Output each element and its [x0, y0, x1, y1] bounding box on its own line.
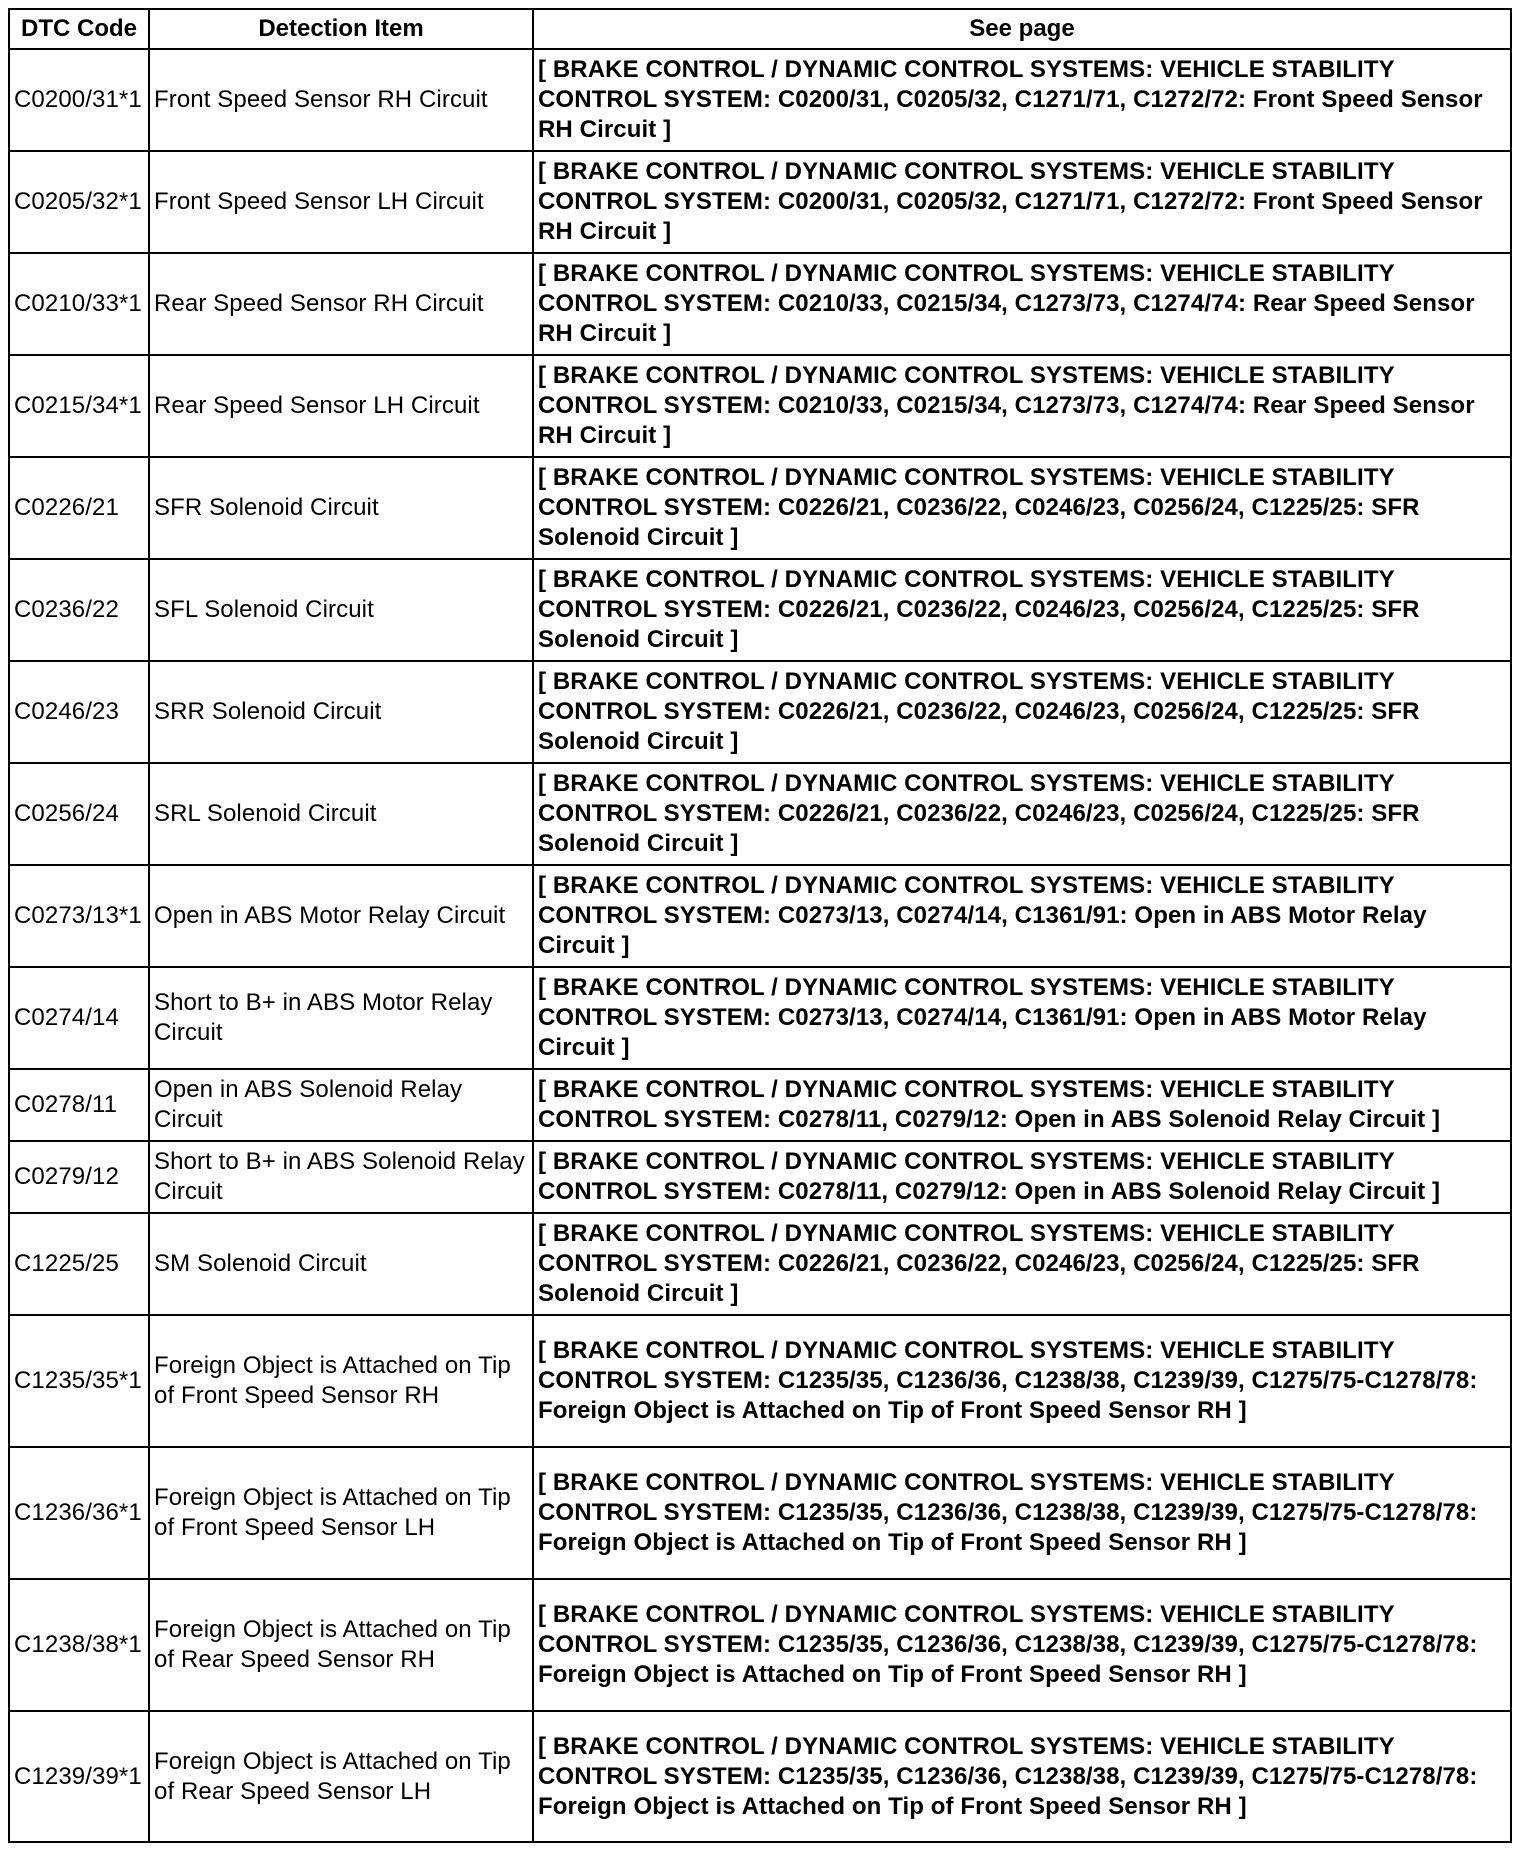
dtc-code-cell: C0273/13*1: [9, 865, 149, 967]
see-page-cell: [ BRAKE CONTROL / DYNAMIC CONTROL SYSTEMS: VEHICLE STABILITY CONTROL SYSTEM: C1235/35, C1236/36, C1238/38, C1239/39, C1275/75-C1278/78: Foreign Object is Attached on Tip of Front Speed Sensor RH ]: [533, 1315, 1511, 1447]
see-page-cell: [ BRAKE CONTROL / DYNAMIC CONTROL SYSTEMS: VEHICLE STABILITY CONTROL SYSTEM: C0273/13, C0274/14, C1361/91: Open in ABS Motor Relay Circuit ]: [533, 967, 1511, 1069]
table-row: [9, 355, 1511, 457]
dtc-code-cell: C0279/12: [9, 1141, 149, 1213]
header-dtc-code: DTC Code: [9, 9, 149, 49]
table-row: [9, 1579, 1511, 1711]
dtc-code-cell: C1238/38*1: [9, 1579, 149, 1711]
dtc-code-cell: C1239/39*1: [9, 1711, 149, 1842]
dtc-code-cell: C0226/21: [9, 457, 149, 559]
detection-item-cell: SRR Solenoid Circuit: [149, 661, 533, 763]
detection-item-cell: SFR Solenoid Circuit: [149, 457, 533, 559]
header-detection-item: Detection Item: [149, 9, 533, 49]
see-page-cell: [ BRAKE CONTROL / DYNAMIC CONTROL SYSTEMS: VEHICLE STABILITY CONTROL SYSTEM: C1235/35, C1236/36, C1238/38, C1239/39, C1275/75-C1278/78: Foreign Object is Attached on Tip of Front Speed Sensor RH ]: [533, 1711, 1511, 1842]
table-row: [9, 865, 1511, 967]
see-page-cell: [ BRAKE CONTROL / DYNAMIC CONTROL SYSTEMS: VEHICLE STABILITY CONTROL SYSTEM: C1235/35, C1236/36, C1238/38, C1239/39, C1275/75-C1278/78: Foreign Object is Attached on Tip of Front Speed Sensor RH ]: [533, 1447, 1511, 1579]
see-page-cell: [ BRAKE CONTROL / DYNAMIC CONTROL SYSTEMS: VEHICLE STABILITY CONTROL SYSTEM: C0226/21, C0236/22, C0246/23, C0256/24, C1225/25: SFR Solenoid Circuit ]: [533, 661, 1511, 763]
detection-item-cell: Open in ABS Solenoid Relay Circuit: [149, 1069, 533, 1141]
dtc-code-cell: C0246/23: [9, 661, 149, 763]
table-row: [9, 253, 1511, 355]
table-row: [9, 661, 1511, 763]
table-row: [9, 967, 1511, 1069]
dtc-code-cell: C0274/14: [9, 967, 149, 1069]
see-page-cell: [ BRAKE CONTROL / DYNAMIC CONTROL SYSTEMS: VEHICLE STABILITY CONTROL SYSTEM: C1235/35, C1236/36, C1238/38, C1239/39, C1275/75-C1278/78: Foreign Object is Attached on Tip of Front Speed Sensor RH ]: [533, 1579, 1511, 1711]
see-page-cell: [ BRAKE CONTROL / DYNAMIC CONTROL SYSTEMS: VEHICLE STABILITY CONTROL SYSTEM: C0278/11, C0279/12: Open in ABS Solenoid Relay Circuit ]: [533, 1069, 1511, 1141]
table-row: [9, 1447, 1511, 1579]
detection-item-cell: Short to B+ in ABS Solenoid Relay Circuit: [149, 1141, 533, 1213]
table-row: [9, 1069, 1511, 1141]
dtc-code-cell: C0236/22: [9, 559, 149, 661]
table-row: [9, 1315, 1511, 1447]
table-row: [9, 1141, 1511, 1213]
dtc-code-cell: C0256/24: [9, 763, 149, 865]
table-row: [9, 151, 1511, 253]
see-page-cell: [ BRAKE CONTROL / DYNAMIC CONTROL SYSTEMS: VEHICLE STABILITY CONTROL SYSTEM: C0226/21, C0236/22, C0246/23, C0256/24, C1225/25: SFR Solenoid Circuit ]: [533, 559, 1511, 661]
see-page-cell: [ BRAKE CONTROL / DYNAMIC CONTROL SYSTEMS: VEHICLE STABILITY CONTROL SYSTEM: C0226/21, C0236/22, C0246/23, C0256/24, C1225/25: SFR Solenoid Circuit ]: [533, 457, 1511, 559]
detection-item-cell: SM Solenoid Circuit: [149, 1213, 533, 1315]
see-page-cell: [ BRAKE CONTROL / DYNAMIC CONTROL SYSTEMS: VEHICLE STABILITY CONTROL SYSTEM: C0210/33, C0215/34, C1273/73, C1274/74: Rear Speed Sensor RH Circuit ]: [533, 253, 1511, 355]
detection-item-cell: Rear Speed Sensor RH Circuit: [149, 253, 533, 355]
detection-item-cell: Open in ABS Motor Relay Circuit: [149, 865, 533, 967]
header-see-page: See page: [533, 9, 1511, 49]
dtc-table: [8, 8, 1512, 1843]
see-page-cell: [ BRAKE CONTROL / DYNAMIC CONTROL SYSTEMS: VEHICLE STABILITY CONTROL SYSTEM: C0226/21, C0236/22, C0246/23, C0256/24, C1225/25: SFR Solenoid Circuit ]: [533, 763, 1511, 865]
detection-item-cell: Foreign Object is Attached on Tip of Rear Speed Sensor RH: [149, 1579, 533, 1711]
table-header-row: [9, 9, 1511, 49]
detection-item-cell: Rear Speed Sensor LH Circuit: [149, 355, 533, 457]
dtc-code-cell: C0278/11: [9, 1069, 149, 1141]
detection-item-cell: Front Speed Sensor RH Circuit: [149, 49, 533, 151]
dtc-code-cell: C0205/32*1: [9, 151, 149, 253]
detection-item-cell: SRL Solenoid Circuit: [149, 763, 533, 865]
detection-item-cell: Foreign Object is Attached on Tip of Rear Speed Sensor LH: [149, 1711, 533, 1842]
see-page-cell: [ BRAKE CONTROL / DYNAMIC CONTROL SYSTEMS: VEHICLE STABILITY CONTROL SYSTEM: C0226/21, C0236/22, C0246/23, C0256/24, C1225/25: SFR Solenoid Circuit ]: [533, 1213, 1511, 1315]
dtc-code-cell: C0210/33*1: [9, 253, 149, 355]
dtc-code-cell: C0215/34*1: [9, 355, 149, 457]
see-page-cell: [ BRAKE CONTROL / DYNAMIC CONTROL SYSTEMS: VEHICLE STABILITY CONTROL SYSTEM: C0200/31, C0205/32, C1271/71, C1272/72: Front Speed Sensor RH Circuit ]: [533, 151, 1511, 253]
detection-item-cell: SFL Solenoid Circuit: [149, 559, 533, 661]
table-row: [9, 1711, 1511, 1842]
dtc-code-cell: C1236/36*1: [9, 1447, 149, 1579]
see-page-cell: [ BRAKE CONTROL / DYNAMIC CONTROL SYSTEMS: VEHICLE STABILITY CONTROL SYSTEM: C0200/31, C0205/32, C1271/71, C1272/72: Front Speed Sensor RH Circuit ]: [533, 49, 1511, 151]
table-row: [9, 559, 1511, 661]
dtc-code-cell: C1225/25: [9, 1213, 149, 1315]
table-row: [9, 457, 1511, 559]
table-row: [9, 763, 1511, 865]
dtc-code-cell: C0200/31*1: [9, 49, 149, 151]
see-page-cell: [ BRAKE CONTROL / DYNAMIC CONTROL SYSTEMS: VEHICLE STABILITY CONTROL SYSTEM: C0273/13, C0274/14, C1361/91: Open in ABS Motor Relay Circuit ]: [533, 865, 1511, 967]
table-row: [9, 49, 1511, 151]
detection-item-cell: Front Speed Sensor LH Circuit: [149, 151, 533, 253]
detection-item-cell: Foreign Object is Attached on Tip of Front Speed Sensor RH: [149, 1315, 533, 1447]
detection-item-cell: Foreign Object is Attached on Tip of Front Speed Sensor LH: [149, 1447, 533, 1579]
see-page-cell: [ BRAKE CONTROL / DYNAMIC CONTROL SYSTEMS: VEHICLE STABILITY CONTROL SYSTEM: C0278/11, C0279/12: Open in ABS Solenoid Relay Circuit ]: [533, 1141, 1511, 1213]
table-row: [9, 1213, 1511, 1315]
see-page-cell: [ BRAKE CONTROL / DYNAMIC CONTROL SYSTEMS: VEHICLE STABILITY CONTROL SYSTEM: C0210/33, C0215/34, C1273/73, C1274/74: Rear Speed Sensor RH Circuit ]: [533, 355, 1511, 457]
detection-item-cell: Short to B+ in ABS Motor Relay Circuit: [149, 967, 533, 1069]
dtc-code-cell: C1235/35*1: [9, 1315, 149, 1447]
